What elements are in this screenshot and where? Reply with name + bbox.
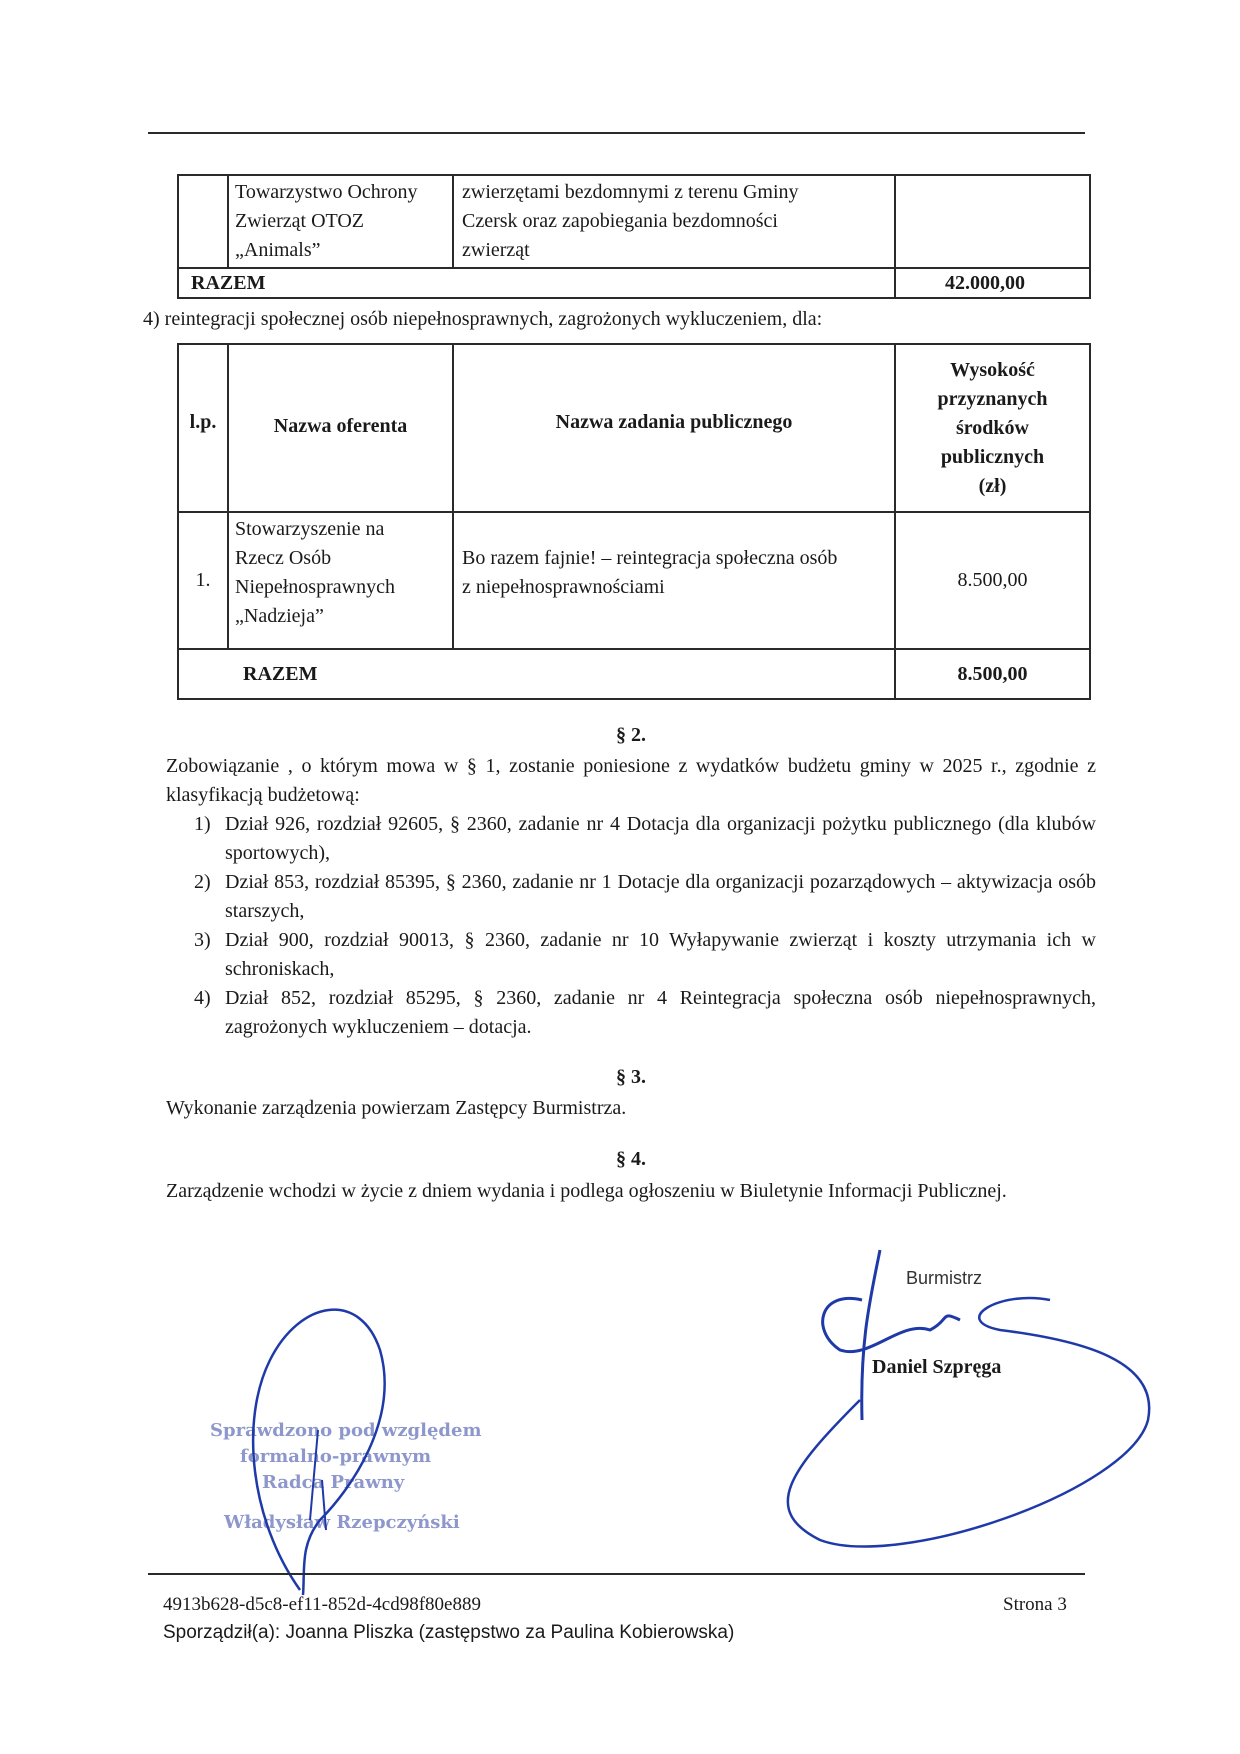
section-3-text: Wykonanie zarządzenia powierzam Zastępcy Burmistrza. xyxy=(166,1097,627,1119)
row-zadanie: Bo razem fajnie! – reintegracja społeczna osób z niepełnosprawnościami xyxy=(453,512,895,649)
list-item: 2) Dział 853, rozdział 85395, § 2360, zadanie nr 1 Dotacje dla organizacji pozarządowych – aktywizacja osób starszych, xyxy=(194,871,1096,922)
section-intro: 4) reintegracji społecznej osób niepełnosprawnych, zagrożonych wykluczeniem, dla: xyxy=(143,308,823,330)
page-number: Strona 3 xyxy=(1003,1594,1067,1615)
row-oferent: Stowarzyszenie na Rzecz Osób Niepełnosprawnych „Nadzieja” xyxy=(228,512,453,649)
zadanie-cell: zwierzętami bezdomnymi z terenu Gminy Czersk oraz zapobiegania bezdomności zwierząt xyxy=(453,175,895,268)
signature-title: Burmistrz xyxy=(906,1268,982,1288)
list-item: 4) Dział 852, rozdział 85295, § 2360, zadanie nr 4 Reintegracja społeczna osób niepełnosprawnych, zagrożonych wykluczeniem – dotacja. xyxy=(194,987,1096,1038)
approval-signature xyxy=(253,1310,384,1595)
section-2-heading: § 2. xyxy=(616,724,646,746)
section-4-heading: § 4. xyxy=(616,1148,646,1170)
mayor-signature xyxy=(823,1250,960,1420)
total-label: RAZEM xyxy=(178,649,895,699)
row-lp: 1. xyxy=(178,512,228,649)
legal-stamp: Sprawdzono pod względem formalno-prawnym Radca Prawny Władysław Rzepczyński xyxy=(210,1420,482,1533)
total-value: 8.500,00 xyxy=(895,649,1090,699)
document-id: 4913b628-d5c8-ef11-852d-4cd98f80e889 xyxy=(163,1594,481,1615)
list-item: 3) Dział 900, rozdział 90013, § 2360, zadanie nr 10 Wyłapywanie zwierząt i koszty utrzymania ich w schroniskach, xyxy=(194,929,1096,980)
header-oferent: Nazwa oferenta xyxy=(228,344,453,512)
total-value: 42.000,00 xyxy=(895,268,1090,298)
section-2-text: Zobowiązanie , o którym mowa w § 1, zostanie poniesione z wydatków budżetu gminy w 2025 r., zgodnie z klasyfikacją budżetową: xyxy=(166,755,1096,806)
section-4-text: Zarządzenie wchodzi w życie z dniem wydania i podlega ogłoszeniu w Biuletynie Informacji Publicznej. xyxy=(166,1180,1007,1202)
total-label: RAZEM xyxy=(178,268,895,298)
section-3-heading: § 3. xyxy=(616,1066,646,1088)
signature-name: Daniel Szpręga xyxy=(872,1356,1002,1378)
list-item: 1) Dział 926, rozdział 92605, § 2360, zadanie nr 4 Dotacja dla organizacji pożytku publicznego (dla klubów sportowych), xyxy=(194,813,1096,864)
author-line: Sporządził(a): Joanna Pliszka (zastępstwo za Paulina Kobierowska) xyxy=(163,1622,735,1643)
row-kwota: 8.500,00 xyxy=(895,512,1090,649)
footer-rule xyxy=(148,1573,1085,1575)
header-zadanie: Nazwa zadania publicznego xyxy=(453,344,895,512)
header-lp: l.p. xyxy=(178,344,228,512)
header-kwota: Wysokość przyznanych środków publicznych (zł) xyxy=(895,344,1090,512)
oferent-cell: Towarzystwo Ochrony Zwierząt OTOZ „Animals” xyxy=(228,175,453,268)
